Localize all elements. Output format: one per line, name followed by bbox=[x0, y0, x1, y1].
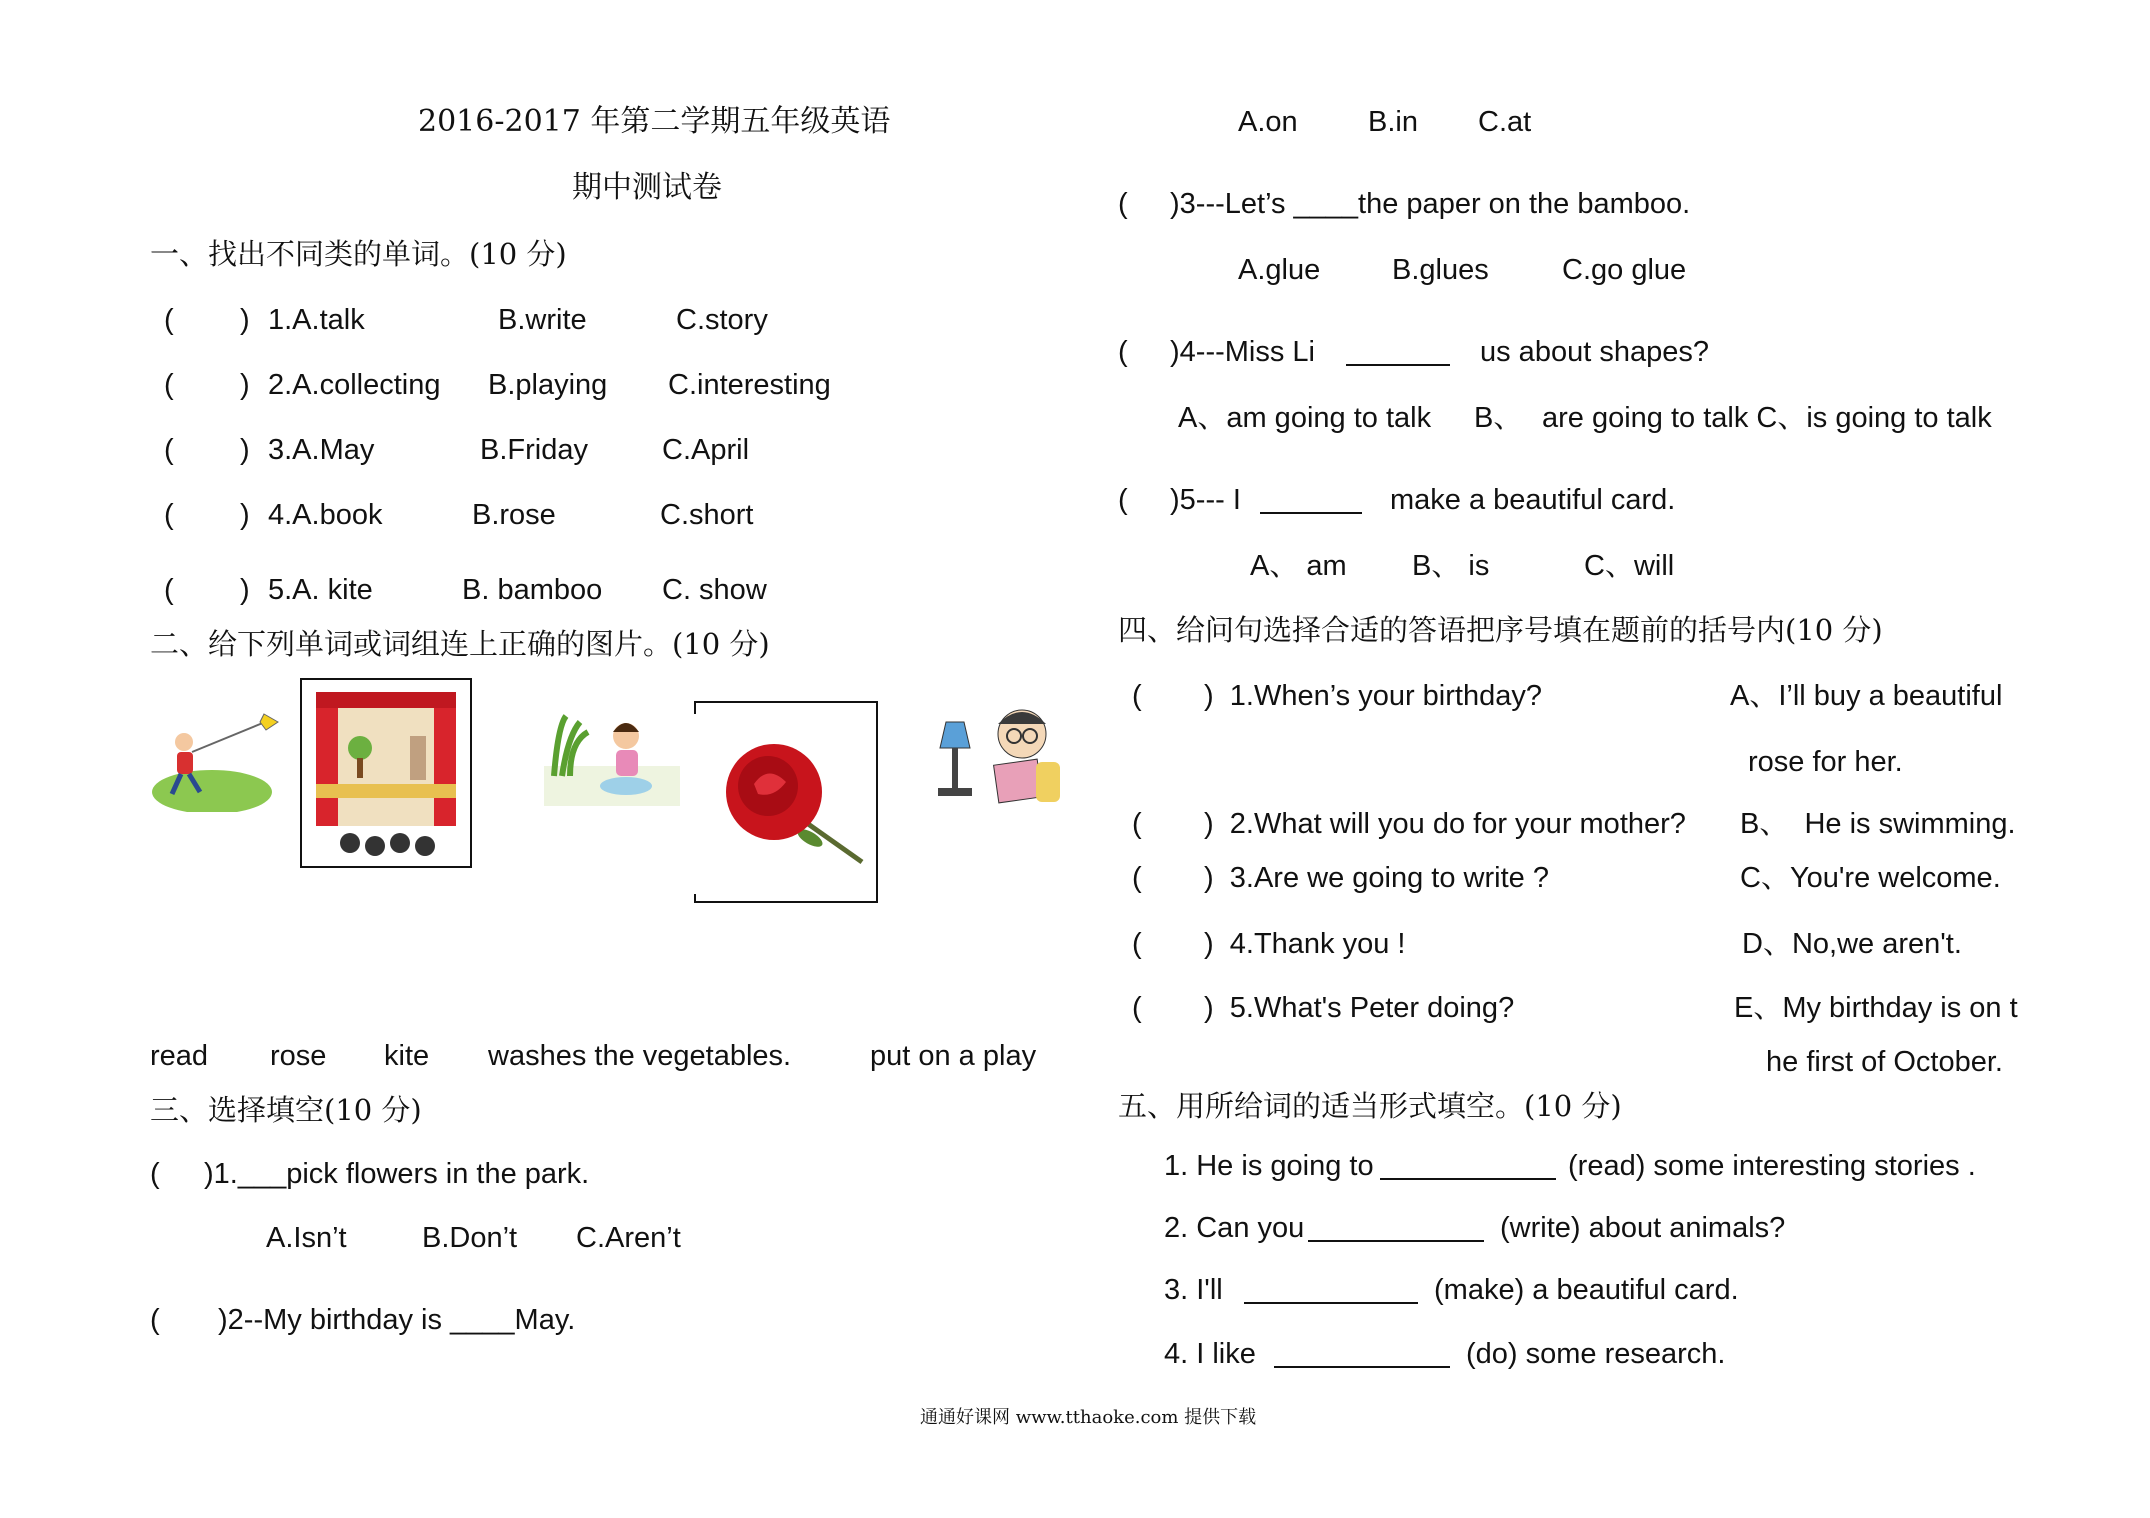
answer-paren-close: ) bbox=[240, 304, 250, 336]
answer-paren-open[interactable]: ( bbox=[1118, 188, 1128, 220]
option-a: 2.A.collecting bbox=[268, 369, 441, 401]
answer-blank[interactable] bbox=[1260, 512, 1362, 514]
fill-item-text: (do) some research. bbox=[1466, 1338, 1726, 1370]
answer-paren-open[interactable]: ( bbox=[164, 369, 174, 401]
title-line-1: 2016-2017 年第二学期五年级英语 bbox=[418, 104, 891, 139]
fill-item-text: 3. I'll bbox=[1164, 1274, 1223, 1306]
match-word: rose bbox=[270, 1040, 327, 1072]
answer-blank[interactable] bbox=[1380, 1178, 1556, 1180]
answer-option: B、 He is swimming. bbox=[1740, 808, 2016, 840]
option-a: A.glue bbox=[1238, 254, 1321, 286]
answer-blank[interactable] bbox=[1274, 1366, 1450, 1368]
option-b: B、 is bbox=[1412, 550, 1490, 582]
question-text: make a beautiful card. bbox=[1390, 484, 1676, 516]
section3-heading: 三、选择填空(10 分) bbox=[150, 1093, 422, 1127]
option-b: B.in bbox=[1368, 106, 1418, 138]
answer-paren-open[interactable]: ( bbox=[150, 1158, 160, 1190]
answer-option: C、You're welcome. bbox=[1740, 862, 2001, 894]
answer-paren-open[interactable]: ( bbox=[1132, 928, 1142, 960]
option-b: B.rose bbox=[472, 499, 556, 531]
answer-option: E、My birthday is on t bbox=[1734, 992, 2018, 1024]
question-text: ) 5.What's Peter doing? bbox=[1204, 992, 1515, 1024]
match-word: kite bbox=[384, 1040, 430, 1072]
kite-picture bbox=[152, 712, 282, 812]
fill-item-text: (read) some interesting stories . bbox=[1568, 1150, 1976, 1182]
option-b: B、 bbox=[1474, 402, 1523, 434]
answer-paren-open[interactable]: ( bbox=[1132, 992, 1142, 1024]
option-c: C.at bbox=[1478, 106, 1532, 138]
question-text: ) 1.When’s your birthday? bbox=[1204, 680, 1542, 712]
fill-item-text: 2. Can you bbox=[1164, 1212, 1305, 1244]
footer-credit: 通通好课网 www.tthaoke.com 提供下载 bbox=[920, 1407, 1257, 1428]
washing-vegetables-picture bbox=[544, 706, 680, 806]
option-b: B.Don’t bbox=[422, 1222, 518, 1254]
answer-blank[interactable] bbox=[1244, 1302, 1418, 1304]
fill-item-text: (write) about animals? bbox=[1500, 1212, 1786, 1244]
option-a: A.Isn’t bbox=[266, 1222, 347, 1254]
option-c: C.story bbox=[676, 304, 768, 336]
answer-option: rose for her. bbox=[1748, 746, 1903, 778]
answer-paren-open[interactable]: ( bbox=[1132, 808, 1142, 840]
option-c: C.go glue bbox=[1562, 254, 1687, 286]
fill-item-text: 4. I like bbox=[1164, 1338, 1256, 1370]
answer-blank[interactable] bbox=[1308, 1240, 1484, 1242]
match-word: washes the vegetables. bbox=[488, 1040, 792, 1072]
section5-heading: 五、用所给词的适当形式填空。(10 分) bbox=[1118, 1089, 1622, 1123]
answer-paren-open[interactable]: ( bbox=[1132, 680, 1142, 712]
reading-picture bbox=[932, 704, 1062, 814]
answer-paren-open[interactable]: ( bbox=[164, 499, 174, 531]
answer-paren-close: ) bbox=[240, 369, 250, 401]
section1-heading: 一、找出不同类的单词。(10 分) bbox=[150, 237, 567, 271]
answer-option: he first of October. bbox=[1766, 1046, 2003, 1078]
option-a: 1.A.talk bbox=[268, 304, 365, 336]
answer-paren-open[interactable]: ( bbox=[1118, 336, 1128, 368]
question-text: )2--My birthday is ____May. bbox=[218, 1304, 576, 1336]
question-text: us about shapes? bbox=[1480, 336, 1709, 368]
answer-paren-open[interactable]: ( bbox=[164, 574, 174, 606]
option-a: 3.A.May bbox=[268, 434, 375, 466]
option-b: B.write bbox=[498, 304, 587, 336]
rose-picture bbox=[694, 694, 878, 904]
answer-paren-close: ) bbox=[240, 499, 250, 531]
question-text: ) 3.Are we going to write ? bbox=[1204, 862, 1549, 894]
play-stage-picture bbox=[300, 678, 472, 868]
question-text: )4---Miss Li bbox=[1170, 336, 1315, 368]
section2-heading: 二、给下列单词或词组连上正确的图片。(10 分) bbox=[150, 627, 770, 661]
answer-paren-open[interactable]: ( bbox=[1118, 484, 1128, 516]
answer-blank[interactable] bbox=[1346, 364, 1450, 366]
option-c: C.short bbox=[660, 499, 754, 531]
question-text: )3---Let’s ____the paper on the bamboo. bbox=[1170, 188, 1691, 220]
option-a: 5.A. kite bbox=[268, 574, 373, 606]
option-b: B.playing bbox=[488, 369, 608, 401]
answer-paren-open[interactable]: ( bbox=[1132, 862, 1142, 894]
option-c: C.Aren’t bbox=[576, 1222, 681, 1254]
match-word: read bbox=[150, 1040, 209, 1072]
answer-option: D、No,we aren't. bbox=[1742, 928, 1962, 960]
option-a: A、 am bbox=[1250, 550, 1347, 582]
option-b: B.Friday bbox=[480, 434, 588, 466]
option-a: A、am going to talk bbox=[1178, 402, 1432, 434]
option-b: B. bamboo bbox=[462, 574, 603, 606]
answer-paren-open[interactable]: ( bbox=[164, 434, 174, 466]
option-b-c: are going to talk C、is going to talk bbox=[1542, 402, 1992, 434]
option-c: C.interesting bbox=[668, 369, 831, 401]
option-c: C、will bbox=[1584, 550, 1675, 582]
fill-item-text: (make) a beautiful card. bbox=[1434, 1274, 1739, 1306]
question-text: )5--- I bbox=[1170, 484, 1241, 516]
answer-paren-open[interactable]: ( bbox=[150, 1304, 160, 1336]
fill-item-text: 1. He is going to bbox=[1164, 1150, 1374, 1182]
answer-paren-open[interactable]: ( bbox=[164, 304, 174, 336]
option-a: 4.A.book bbox=[268, 499, 383, 531]
option-b: B.glues bbox=[1392, 254, 1489, 286]
answer-paren-close: ) bbox=[240, 434, 250, 466]
question-text: ) 2.What will you do for your mother? bbox=[1204, 808, 1686, 840]
title-line-2: 期中测试卷 bbox=[572, 170, 722, 205]
answer-paren-close: ) bbox=[240, 574, 250, 606]
question-text: )1.___pick flowers in the park. bbox=[204, 1158, 590, 1190]
question-text: ) 4.Thank you ! bbox=[1204, 928, 1406, 960]
answer-option: A、I’ll buy a beautiful bbox=[1730, 680, 2003, 712]
section4-heading: 四、给问句选择合适的答语把序号填在题前的括号内(10 分) bbox=[1118, 613, 1883, 647]
match-word: put on a play bbox=[870, 1040, 1037, 1072]
option-a: A.on bbox=[1238, 106, 1298, 138]
option-c: C.April bbox=[662, 434, 750, 466]
option-c: C. show bbox=[662, 574, 767, 606]
